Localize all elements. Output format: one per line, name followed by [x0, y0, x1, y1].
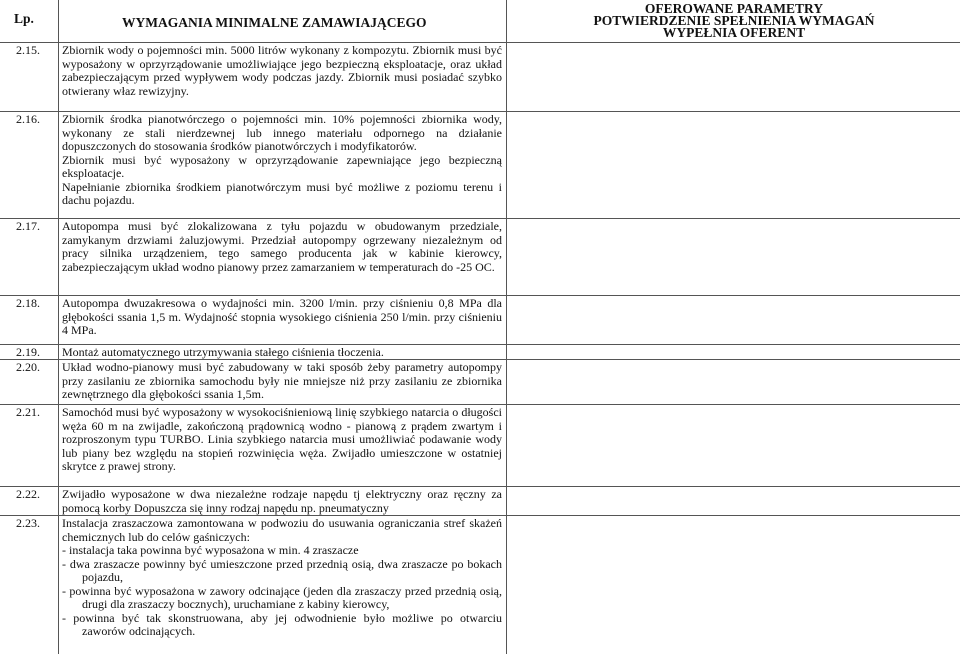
requirement-paragraph: Autopompa musi być zlokalizowana z tyłu pojazdu w obudowanym przedziale, zamykanym drzwiami żaluzjowymi. Przedział autopompy ogrzewany niezależnym od pracy silnika urządzeniem, tego samego producenta jak w kabinie kierowcy, zabezpieczającym układ wodno pianowy przez zamarzaniem w temperaturach do -25 OC. — [62, 219, 502, 274]
bullet-item: - powinna być tak skonstruowana, aby jej odwodnienie było możliwe po otwarciu zaworów odcinających. — [62, 610, 502, 638]
requirements-header: WYMAGANIA MINIMALNE ZAMAWIAJĄCEGO — [122, 15, 427, 30]
requirement-paragraph: Układ wodno-pianowy musi być zabudowany w taki sposób żeby parametry autopompy przy zasilaniu ze zbiornika samochodu były nie mniejsze niż przy zasilaniu ze zbiornika zewnętrznego dla głębokości ssania 1,5m. — [62, 360, 502, 401]
row-number: 2.23. — [16, 516, 40, 530]
lp-header: Lp. — [14, 11, 34, 26]
column-divider-2 — [506, 0, 507, 654]
requirement-paragraph: Instalacja zraszaczowa zamontowana w podwoziu do usuwania ograniczania stref skażeń chemicznych lub do celów gaśniczych: — [62, 516, 502, 544]
requirement-paragraph: Zwijadło wyposażone w dwa niezależne rodzaje napędu tj elektryczny oraz ręczny za pomocą korby Dopuszcza się inny rodzaj napędu np. pneumatyczny — [62, 487, 502, 515]
requirement-text — [62, 220, 502, 274]
requirement-text — [62, 406, 502, 474]
requirement-text — [62, 517, 502, 639]
row-number: 2.22. — [16, 487, 40, 501]
requirement-text — [62, 361, 502, 402]
offered-header-line-1: OFEROWANE PARAMETRY — [644, 1, 824, 16]
row-number: 2.15. — [16, 43, 40, 57]
offered-header-line-2: POTWIERDZENIE SPEŁNIENIA WYMAGAŃ — [593, 13, 875, 28]
requirement-text — [62, 44, 502, 98]
offered-header-line-3: WYPEŁNIA OFERENT — [662, 25, 806, 40]
requirement-paragraph: Zbiornik wody o pojemności min. 5000 litrów wykonany z kompozytu. Zbiornik musi być wyposażony w oprzyrządowanie umożliwiające jego bezpieczną eksploatacje, oraz układ zabezpieczającym przed wypływem wody podczas jazdy. Zbiornik musi posiadać szybko otwierany właz rewizyjny. — [62, 43, 502, 98]
bullet-item: - powinna być wyposażona w zawory odcinające (jeden dla zraszaczy przed przednią osią, drugi dla zraszaczy bocznych), uruchamiane z kabiny kierowcy, — [62, 583, 502, 611]
requirement-text — [62, 488, 502, 515]
requirement-paragraph: Napełnianie zbiornika środkiem pianotwórczym musi być możliwe z poziomu terenu i dachu pojazdu. — [62, 179, 502, 207]
requirement-paragraph: Samochód musi być wyposażony w wysokociśnieniową linię szybkiego natarcia o długości węża 60 m na zwijadle, zakończoną prądownicą wodno - pianową z prądem zwartym i rozproszonym typu TURBO. Linia szybkiego natarcia musi umożliwiać podawanie wody lub piany bez względu na stopień rozwinięcia węża. Zwijadło umieszczone w ostatniej skrytce z prawej strony. — [62, 405, 502, 473]
requirement-text — [62, 346, 502, 360]
requirement-paragraph: Zbiornik musi być wyposażony w oprzyrządowanie zapewniające jego bezpieczną eksploatacje. — [62, 152, 502, 180]
row-number: 2.20. — [16, 360, 40, 374]
bullet-item: - dwa zraszacze powinny być umieszczone przed przednią osią, dwa zraszacze po bokach pojazdu, — [62, 556, 502, 584]
requirement-text — [62, 297, 502, 338]
row-number: 2.21. — [16, 405, 40, 419]
requirement-paragraph: Autopompa dwuzakresowa o wydajności min. 3200 l/min. przy ciśnieniu 0,8 MPa dla głębokości ssania 1,5 m. Wydajność stopnia wysokiego ciśnienia 250 l/min. przy ciśnieniu 4 MPa. — [62, 296, 502, 337]
requirement-text — [62, 113, 502, 208]
row-number: 2.18. — [16, 296, 40, 310]
requirement-paragraph: Zbiornik środka pianotwórczego o pojemności min. 10% pojemności zbiornika wody, wykonany ze stali nierdzewnej lub innego materiału odpornego na działanie dopuszczonych do stosowania środków pianotwórczych i modyfikatorów. — [62, 112, 502, 153]
row-number: 2.17. — [16, 219, 40, 233]
row-number: 2.16. — [16, 112, 40, 126]
column-divider-1 — [58, 0, 59, 654]
bullet-item: - instalacja taka powinna być wyposażona w min. 4 zraszacze — [62, 543, 359, 557]
requirement-paragraph: Montaż automatycznego utrzymywania stałego ciśnienia tłoczenia. — [62, 345, 384, 359]
offered-header — [508, 3, 960, 39]
row-number: 2.19. — [16, 345, 40, 359]
